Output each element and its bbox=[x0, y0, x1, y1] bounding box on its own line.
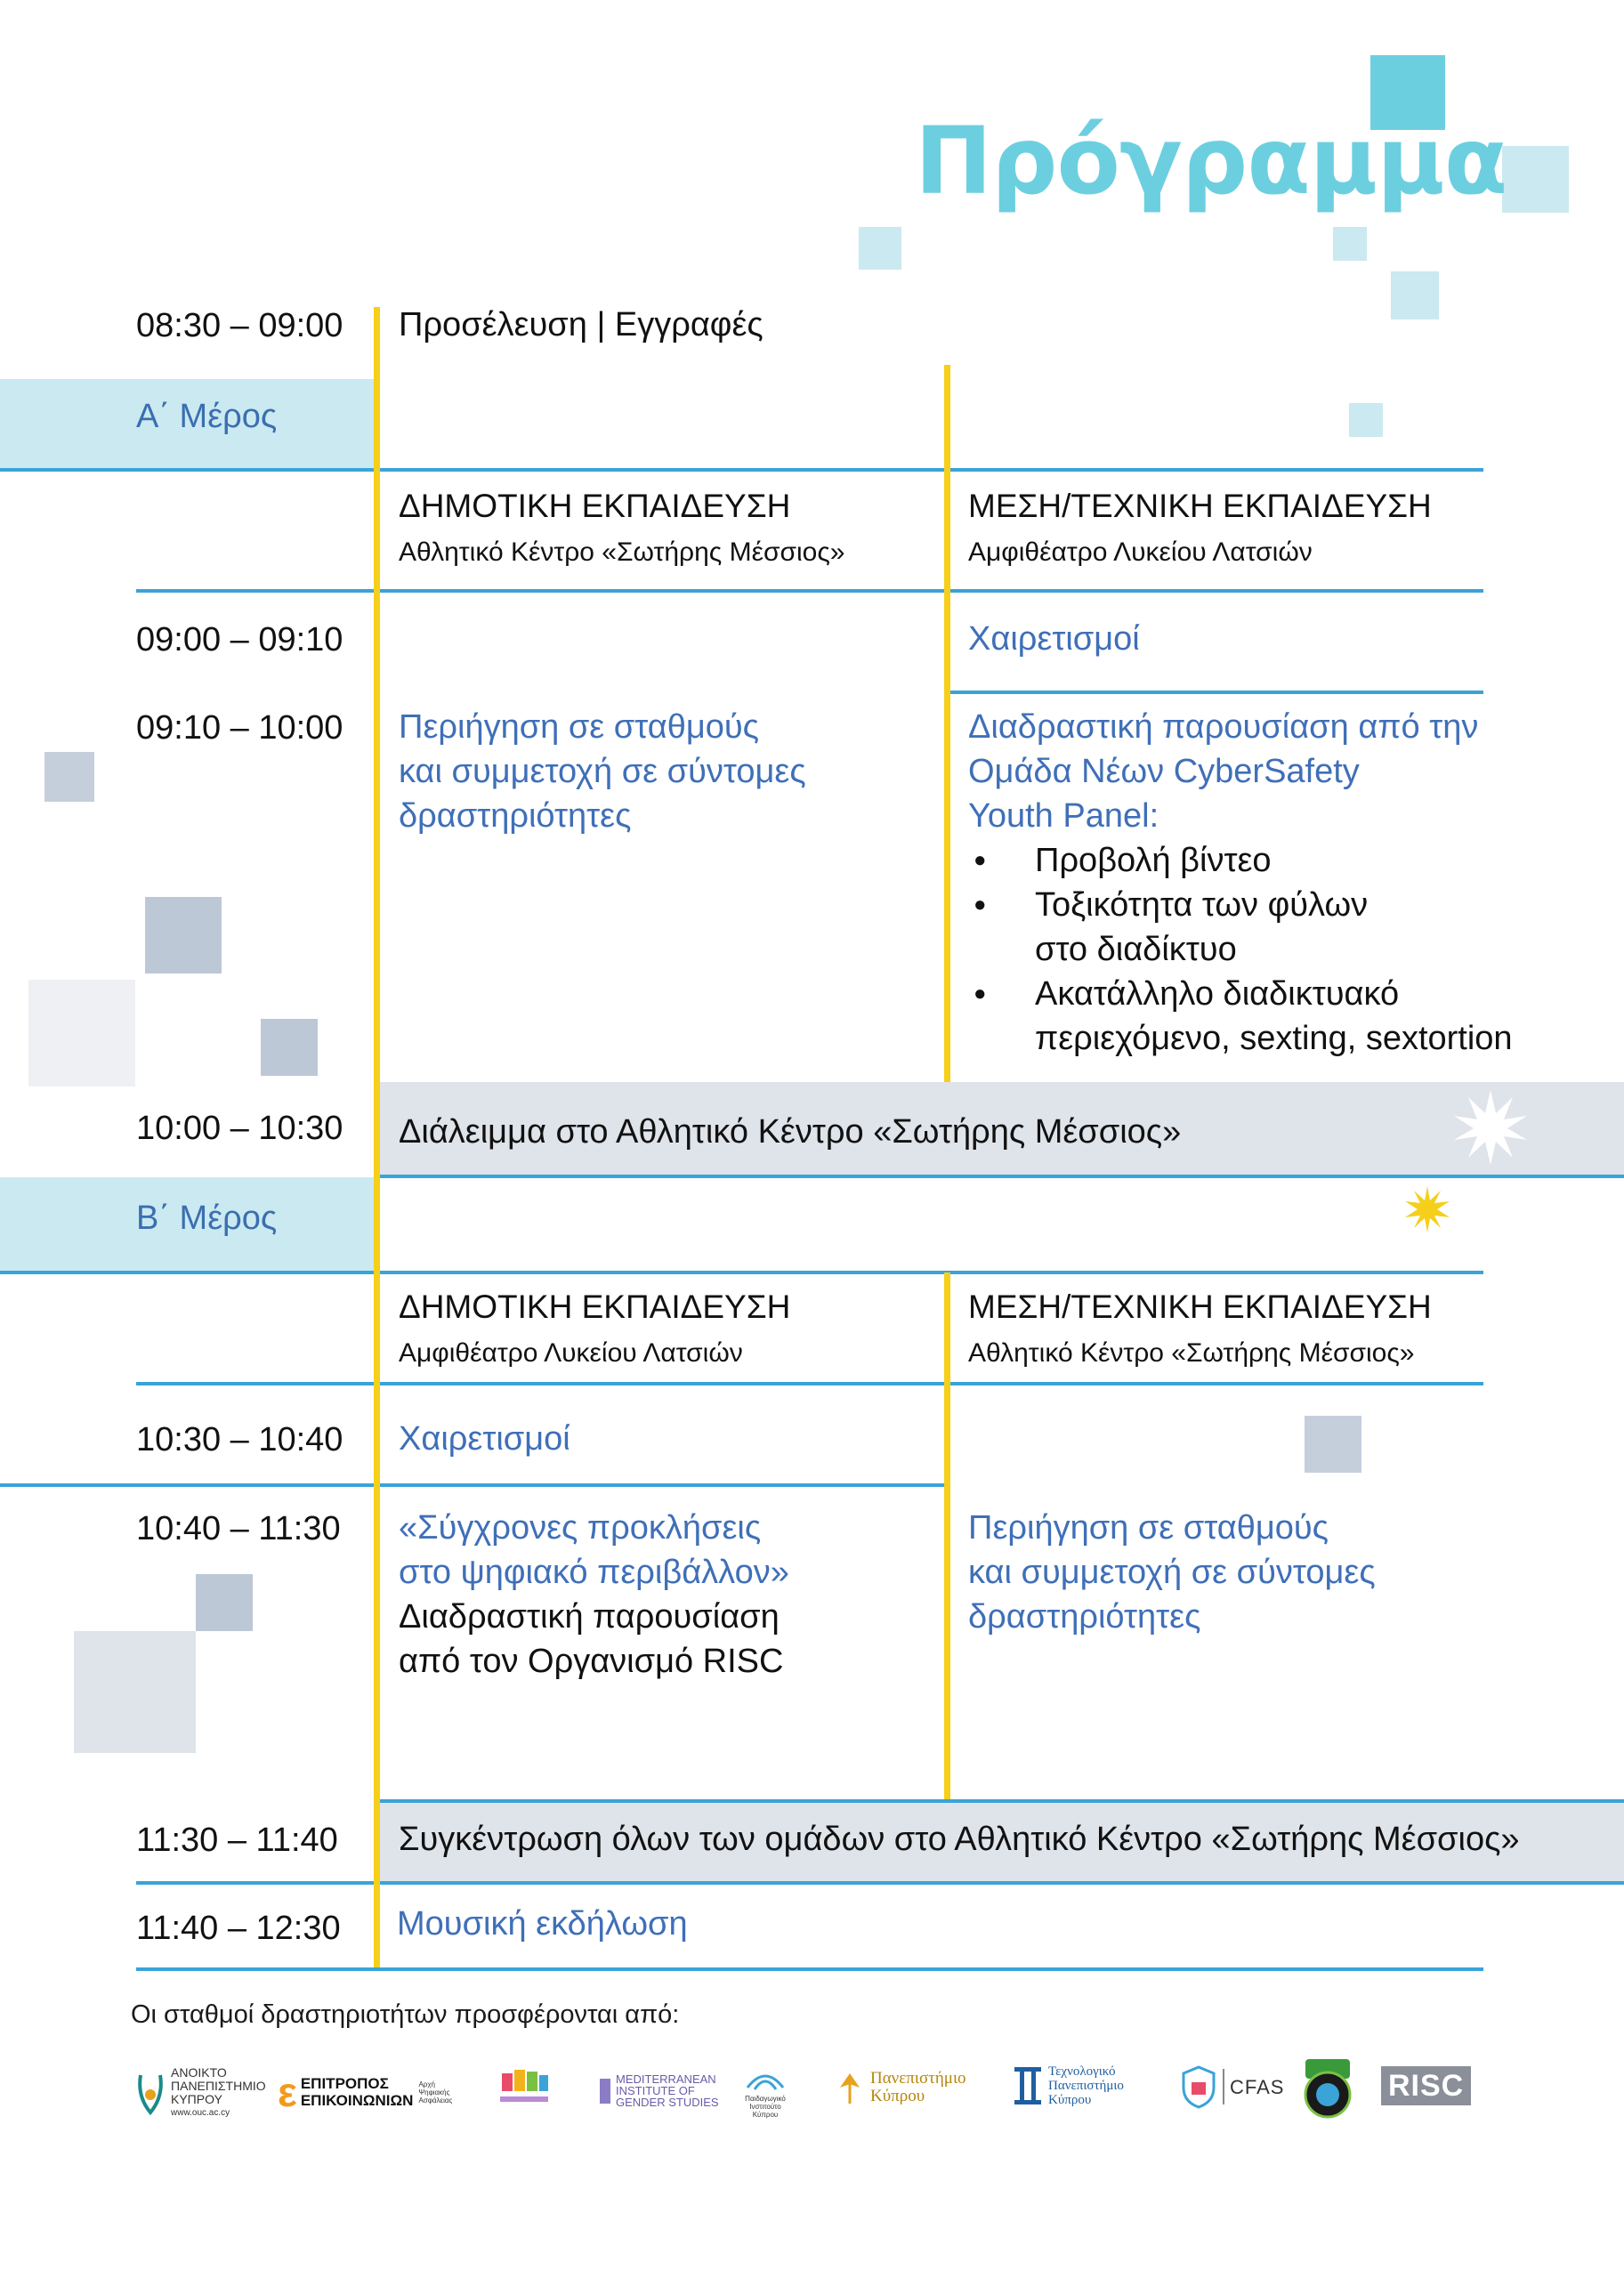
part-a-secondary-heading: ΜΕΣΗ/ΤΕΧΝΙΚΗ ΕΚΠΑΙΔΕΥΣΗ bbox=[968, 488, 1432, 524]
bullet-item: ● bbox=[974, 893, 987, 917]
logo-text: Τεχνολογικό bbox=[1048, 2064, 1116, 2079]
decor-square bbox=[28, 980, 135, 1087]
logo-text: ΕΠΙΚΟΙΝΩΝΙΩΝ bbox=[300, 2092, 414, 2109]
decor-square bbox=[196, 1574, 253, 1631]
gender-studies-logo bbox=[598, 2073, 719, 2108]
vertical-divider-main bbox=[374, 307, 380, 1967]
divider bbox=[380, 1175, 1624, 1178]
pedagogical-institute-icon bbox=[742, 2063, 788, 2095]
activity-text: δραστηριότητες bbox=[968, 1598, 1201, 1636]
bullet-text: περιεχόμενο, sexting, sextortion bbox=[1035, 1020, 1513, 1057]
activity-text: Διαδραστική παρουσίαση bbox=[399, 1598, 780, 1636]
footer-note: Οι σταθμοί δραστηριοτήτων προσφέρονται από: bbox=[131, 2000, 680, 2029]
cfas-divider bbox=[1223, 2069, 1224, 2104]
divider bbox=[136, 1881, 1624, 1885]
activity-text: Ομάδα Νέων CyberSafety bbox=[968, 753, 1360, 790]
activity-text: Διαδραστική παρουσίαση από την bbox=[968, 708, 1479, 746]
gather-text: Συγκέντρωση όλων των ομάδων στο Αθλητικό Κέντρο «Σωτήρης Μέσσιος» bbox=[399, 1821, 1520, 1858]
tech-university-icon bbox=[1013, 2065, 1043, 2106]
logo-text: ΠΑΝΕΠΙΣΤΗΜΙΟ bbox=[171, 2079, 266, 2093]
decor-square bbox=[1391, 271, 1439, 319]
time-music: 11:40 – 12:30 bbox=[136, 1910, 341, 1947]
part-b-label: Β΄ Μέρος bbox=[136, 1200, 278, 1237]
decor-square bbox=[74, 1631, 196, 1753]
part-a-greetings: Χαιρετισμοί bbox=[968, 620, 1140, 658]
decor-square bbox=[1349, 403, 1383, 437]
activity-text: δραστηριότητες bbox=[399, 797, 632, 835]
decor-square bbox=[1305, 1416, 1361, 1473]
part-b-primary-heading: ΔΗΜΟΤΙΚΗ ΕΚΠΑΙΔΕΥΣΗ bbox=[399, 1288, 791, 1325]
part-b-secondary-venue: Αθλητικό Κέντρο «Σωτήρης Μέσσιος» bbox=[968, 1338, 1415, 1368]
logo-text: Πανεπιστήμιο bbox=[870, 2069, 966, 2088]
bullet-text: Ακατάλληλο διαδικτυακό bbox=[1035, 975, 1400, 1013]
risc-badge bbox=[1381, 2066, 1471, 2105]
part-b-primary-venue: Αμφιθέατρο Λυκείου Λατσιών bbox=[399, 1338, 743, 1368]
part-a-primary-heading: ΔΗΜΟΤΙΚΗ ΕΚΠΑΙΔΕΥΣΗ bbox=[399, 488, 791, 524]
cyber-safety-icon bbox=[497, 2061, 552, 2116]
divider bbox=[0, 1483, 948, 1487]
activity-text: Youth Panel: bbox=[968, 797, 1159, 835]
decor-square bbox=[1502, 146, 1569, 213]
divider bbox=[0, 1271, 1483, 1274]
cyber-safety-logo bbox=[497, 2061, 552, 2116]
gender-studies-icon bbox=[598, 2077, 612, 2105]
logo-text: Πανεπιστήμιο bbox=[1048, 2079, 1124, 2093]
divider bbox=[136, 589, 1483, 593]
tech-university-logo bbox=[1013, 2064, 1124, 2107]
activity-text: στο ψηφιακό περιβάλλον» bbox=[399, 1554, 789, 1591]
logo-text: MEDITERRANEAN bbox=[616, 2072, 716, 2086]
bullet-item: ● bbox=[974, 848, 987, 872]
pedagogical-institute-logo bbox=[739, 2063, 792, 2119]
activity-text: Περιήγηση σε σταθμούς bbox=[968, 1509, 1329, 1547]
cfas-icon bbox=[1180, 2064, 1217, 2109]
logo-small-text: Αρχή Ψηφιακής Ασφάλειας bbox=[418, 2080, 453, 2104]
bullet-item: ● bbox=[974, 982, 987, 1006]
time-gather: 11:30 – 11:40 bbox=[136, 1822, 338, 1859]
university-cyprus-icon bbox=[833, 2070, 867, 2105]
decor-square bbox=[1333, 227, 1367, 261]
activity-text: «Σύγχρονες προκλήσεις bbox=[399, 1509, 762, 1547]
open-university-logo bbox=[135, 2066, 266, 2120]
bullet-text: στο διαδίκτυο bbox=[1035, 931, 1237, 968]
cyber-hunters-icon bbox=[1302, 2057, 1353, 2120]
sun-icon bbox=[1402, 1184, 1452, 1234]
time-arrival: 08:30 – 09:00 bbox=[136, 307, 343, 344]
divider bbox=[136, 1382, 1483, 1385]
arrival-text: Προσέλευση | Εγγραφές bbox=[399, 306, 764, 343]
divider bbox=[0, 468, 1483, 472]
activity-text: και συμμετοχή σε σύντομες bbox=[399, 753, 806, 790]
part-a-secondary-venue: Αμφιθέατρο Λυκείου Λατσιών bbox=[968, 537, 1313, 567]
bullet-text: Τοξικότητα των φύλων bbox=[1035, 886, 1369, 924]
activity-text: και συμμετοχή σε σύντομες bbox=[968, 1554, 1376, 1591]
activity-text: από τον Οργανισμό RISC bbox=[399, 1643, 784, 1680]
logo-text: Κύπρου bbox=[1048, 2093, 1092, 2107]
break-text: Διάλειμμα στο Αθλητικό Κέντρο «Σωτήρης Μέσσιος» bbox=[399, 1113, 1182, 1151]
part-b-greetings: Χαιρετισμοί bbox=[399, 1420, 570, 1458]
divider bbox=[948, 691, 1483, 694]
divider bbox=[380, 1799, 1624, 1803]
time-slot: 10:30 – 10:40 bbox=[136, 1421, 343, 1458]
logo-small-text: www.ouc.ac.cy bbox=[171, 2108, 230, 2118]
logo-text: ΕΠΙΤΡΟΠΟΣ bbox=[300, 2075, 389, 2092]
page-title: Πρόγραμμα bbox=[915, 107, 1507, 215]
logo-text: ΑΝΟΙΚΤΟ bbox=[171, 2065, 227, 2080]
divider bbox=[136, 1967, 1483, 1971]
music-text: Μουσική εκδήλωση bbox=[397, 1905, 688, 1943]
logo-text: ΚΥΠΡΟΥ bbox=[171, 2092, 222, 2106]
decor-square bbox=[145, 897, 222, 973]
vertical-divider-a bbox=[944, 365, 950, 1082]
logo-text: Παιδαγωγικό Ινστιτούτο Κύπρου bbox=[745, 2095, 786, 2119]
open-university-icon bbox=[135, 2070, 166, 2116]
logo-text: INSTITUTE OF bbox=[616, 2084, 695, 2097]
part-a-primary-venue: Αθλητικό Κέντρο «Σωτήρης Μέσσιος» bbox=[399, 537, 845, 567]
logo-text: GENDER STUDIES bbox=[616, 2096, 719, 2109]
time-slot: 09:00 – 09:10 bbox=[136, 621, 343, 658]
bullet-text: Προβολή βίντεο bbox=[1035, 842, 1272, 879]
logo-text: CFAS bbox=[1230, 2075, 1285, 2098]
cyber-hunters-logo bbox=[1302, 2057, 1353, 2120]
risc-logo bbox=[1381, 2066, 1471, 2105]
decor-square bbox=[859, 227, 901, 270]
time-slot: 09:10 – 10:00 bbox=[136, 709, 343, 747]
activity-text: Περιήγηση σε σταθμούς bbox=[399, 708, 759, 746]
logo-text: RISC bbox=[1388, 2069, 1465, 2103]
decor-square bbox=[44, 752, 94, 802]
vertical-divider-b bbox=[944, 1272, 950, 1799]
logo-text: Κύπρου bbox=[870, 2087, 925, 2105]
university-cyprus-logo bbox=[833, 2070, 966, 2105]
part-b-secondary-heading: ΜΕΣΗ/ΤΕΧΝΙΚΗ ΕΚΠΑΙΔΕΥΣΗ bbox=[968, 1288, 1432, 1325]
cfas-logo bbox=[1180, 2064, 1284, 2109]
e-icon: ε bbox=[278, 2069, 297, 2115]
time-break: 10:00 – 10:30 bbox=[136, 1110, 343, 1147]
decor-square bbox=[261, 1019, 318, 1076]
time-slot: 10:40 – 11:30 bbox=[136, 1510, 341, 1547]
sun-outline-icon bbox=[1450, 1087, 1531, 1167]
part-a-label: Α΄ Μέρος bbox=[136, 398, 278, 435]
commissioner-logo bbox=[278, 2069, 453, 2115]
